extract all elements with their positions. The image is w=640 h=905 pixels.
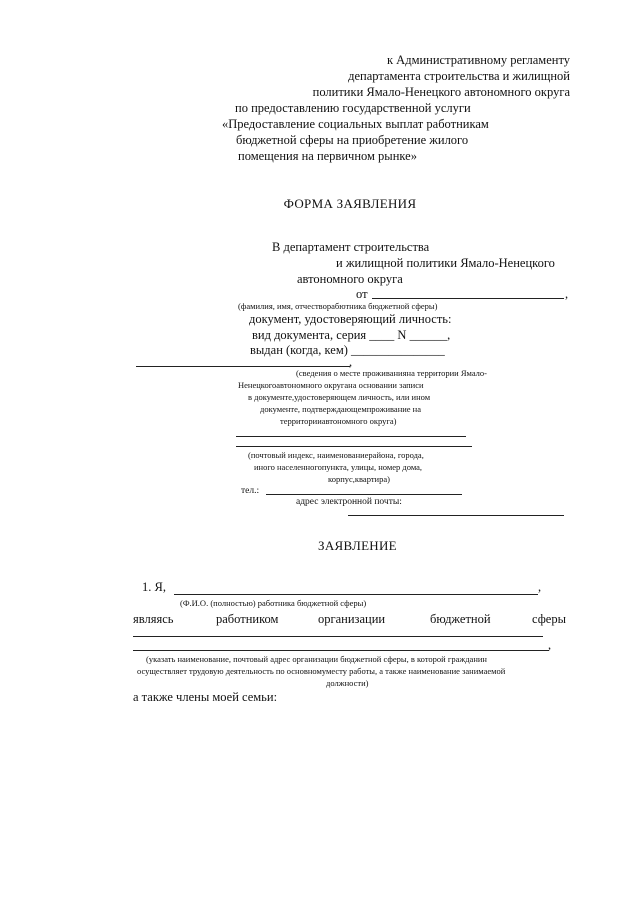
residence-line (136, 366, 350, 367)
comma: , (565, 287, 569, 301)
org-hint: осуществляет трудовую деятельность по основномуместу работы, а также наименование занимаемой (137, 666, 506, 676)
org-line-1 (133, 636, 543, 637)
from-hint: (фамилия, имя, отчестворабютника бюджетной сферы) (238, 301, 438, 311)
fio-line (174, 594, 538, 595)
org-hint: (указать наименование, почтовый адрес организации бюджетной сферы, в которой гражданин (146, 654, 487, 664)
residence-hint: Ненецкогоавтономного округана основании записи (238, 380, 424, 390)
postal-line-2 (236, 446, 472, 447)
header-line: департамента строительства и жилищной (348, 69, 570, 83)
header-line: бюджетной сферы на приобретение жилого (236, 133, 469, 147)
addressee-line: автономного округа (297, 272, 403, 286)
residence-hint: территорииавтономного округа) (280, 416, 397, 426)
header-line: по предоставлению государственной услуги (235, 101, 471, 115)
from-label: от (356, 287, 368, 301)
comma: , (538, 580, 542, 594)
word: являясь (133, 612, 174, 626)
postal-line-1 (236, 436, 466, 437)
residence-hint: (сведения о месте проживанияна территории Ямало- (296, 368, 487, 378)
statement-title: ЗАЯВЛЕНИЕ (318, 538, 397, 553)
phone-label: тел.: (241, 486, 260, 496)
postal-hint: (почтовый индекс, наименованиерайона, города, (248, 450, 424, 460)
header-line: помещения на первичном рынке» (238, 149, 417, 163)
org-line-2 (133, 650, 549, 651)
addressee-line: В департамент строительства (272, 240, 430, 254)
residence-hint: документе, подтверждающемпроживание на (260, 404, 422, 414)
comma: , (349, 355, 353, 369)
residence-hint: в документе,удостоверяющем личность, или ином (248, 392, 431, 402)
word: бюджетной (430, 612, 491, 626)
doc-label: документ, удостоверяющий личность: (249, 312, 452, 326)
comma: , (548, 638, 552, 652)
header-line: политики Ямало-Ненецкого автономного округа (312, 85, 570, 99)
phone-line (266, 494, 462, 495)
word: работником (216, 612, 279, 626)
postal-hint: корпус,квартира) (328, 474, 390, 484)
from-line (372, 298, 564, 299)
word: сферы (532, 612, 566, 626)
postal-hint: иного населенногопункта, улицы, номер дома, (254, 462, 423, 472)
doc-type: вид документа, серия ____ N ______, (252, 328, 451, 342)
issued-by: выдан (когда, кем) _______________ (250, 343, 445, 357)
fio-hint: (Ф.И.О. (полностью) работника бюджетной сферы) (180, 598, 367, 608)
family-label: а также члены моей семьи: (133, 690, 278, 704)
addressee-line: и жилищной политики Ямало-Ненецкого (336, 256, 555, 270)
word: организации (318, 612, 386, 626)
header-line: к Административному регламенту (386, 53, 570, 67)
org-hint: должности) (326, 678, 369, 688)
email-label: адрес электронной почты: (296, 497, 402, 507)
form-title: ФОРМА ЗАЯВЛЕНИЯ (283, 196, 417, 211)
item-label: 1. Я, (142, 580, 166, 594)
header-line: «Предоставление социальных выплат работникам (222, 117, 489, 131)
email-line (348, 515, 564, 516)
